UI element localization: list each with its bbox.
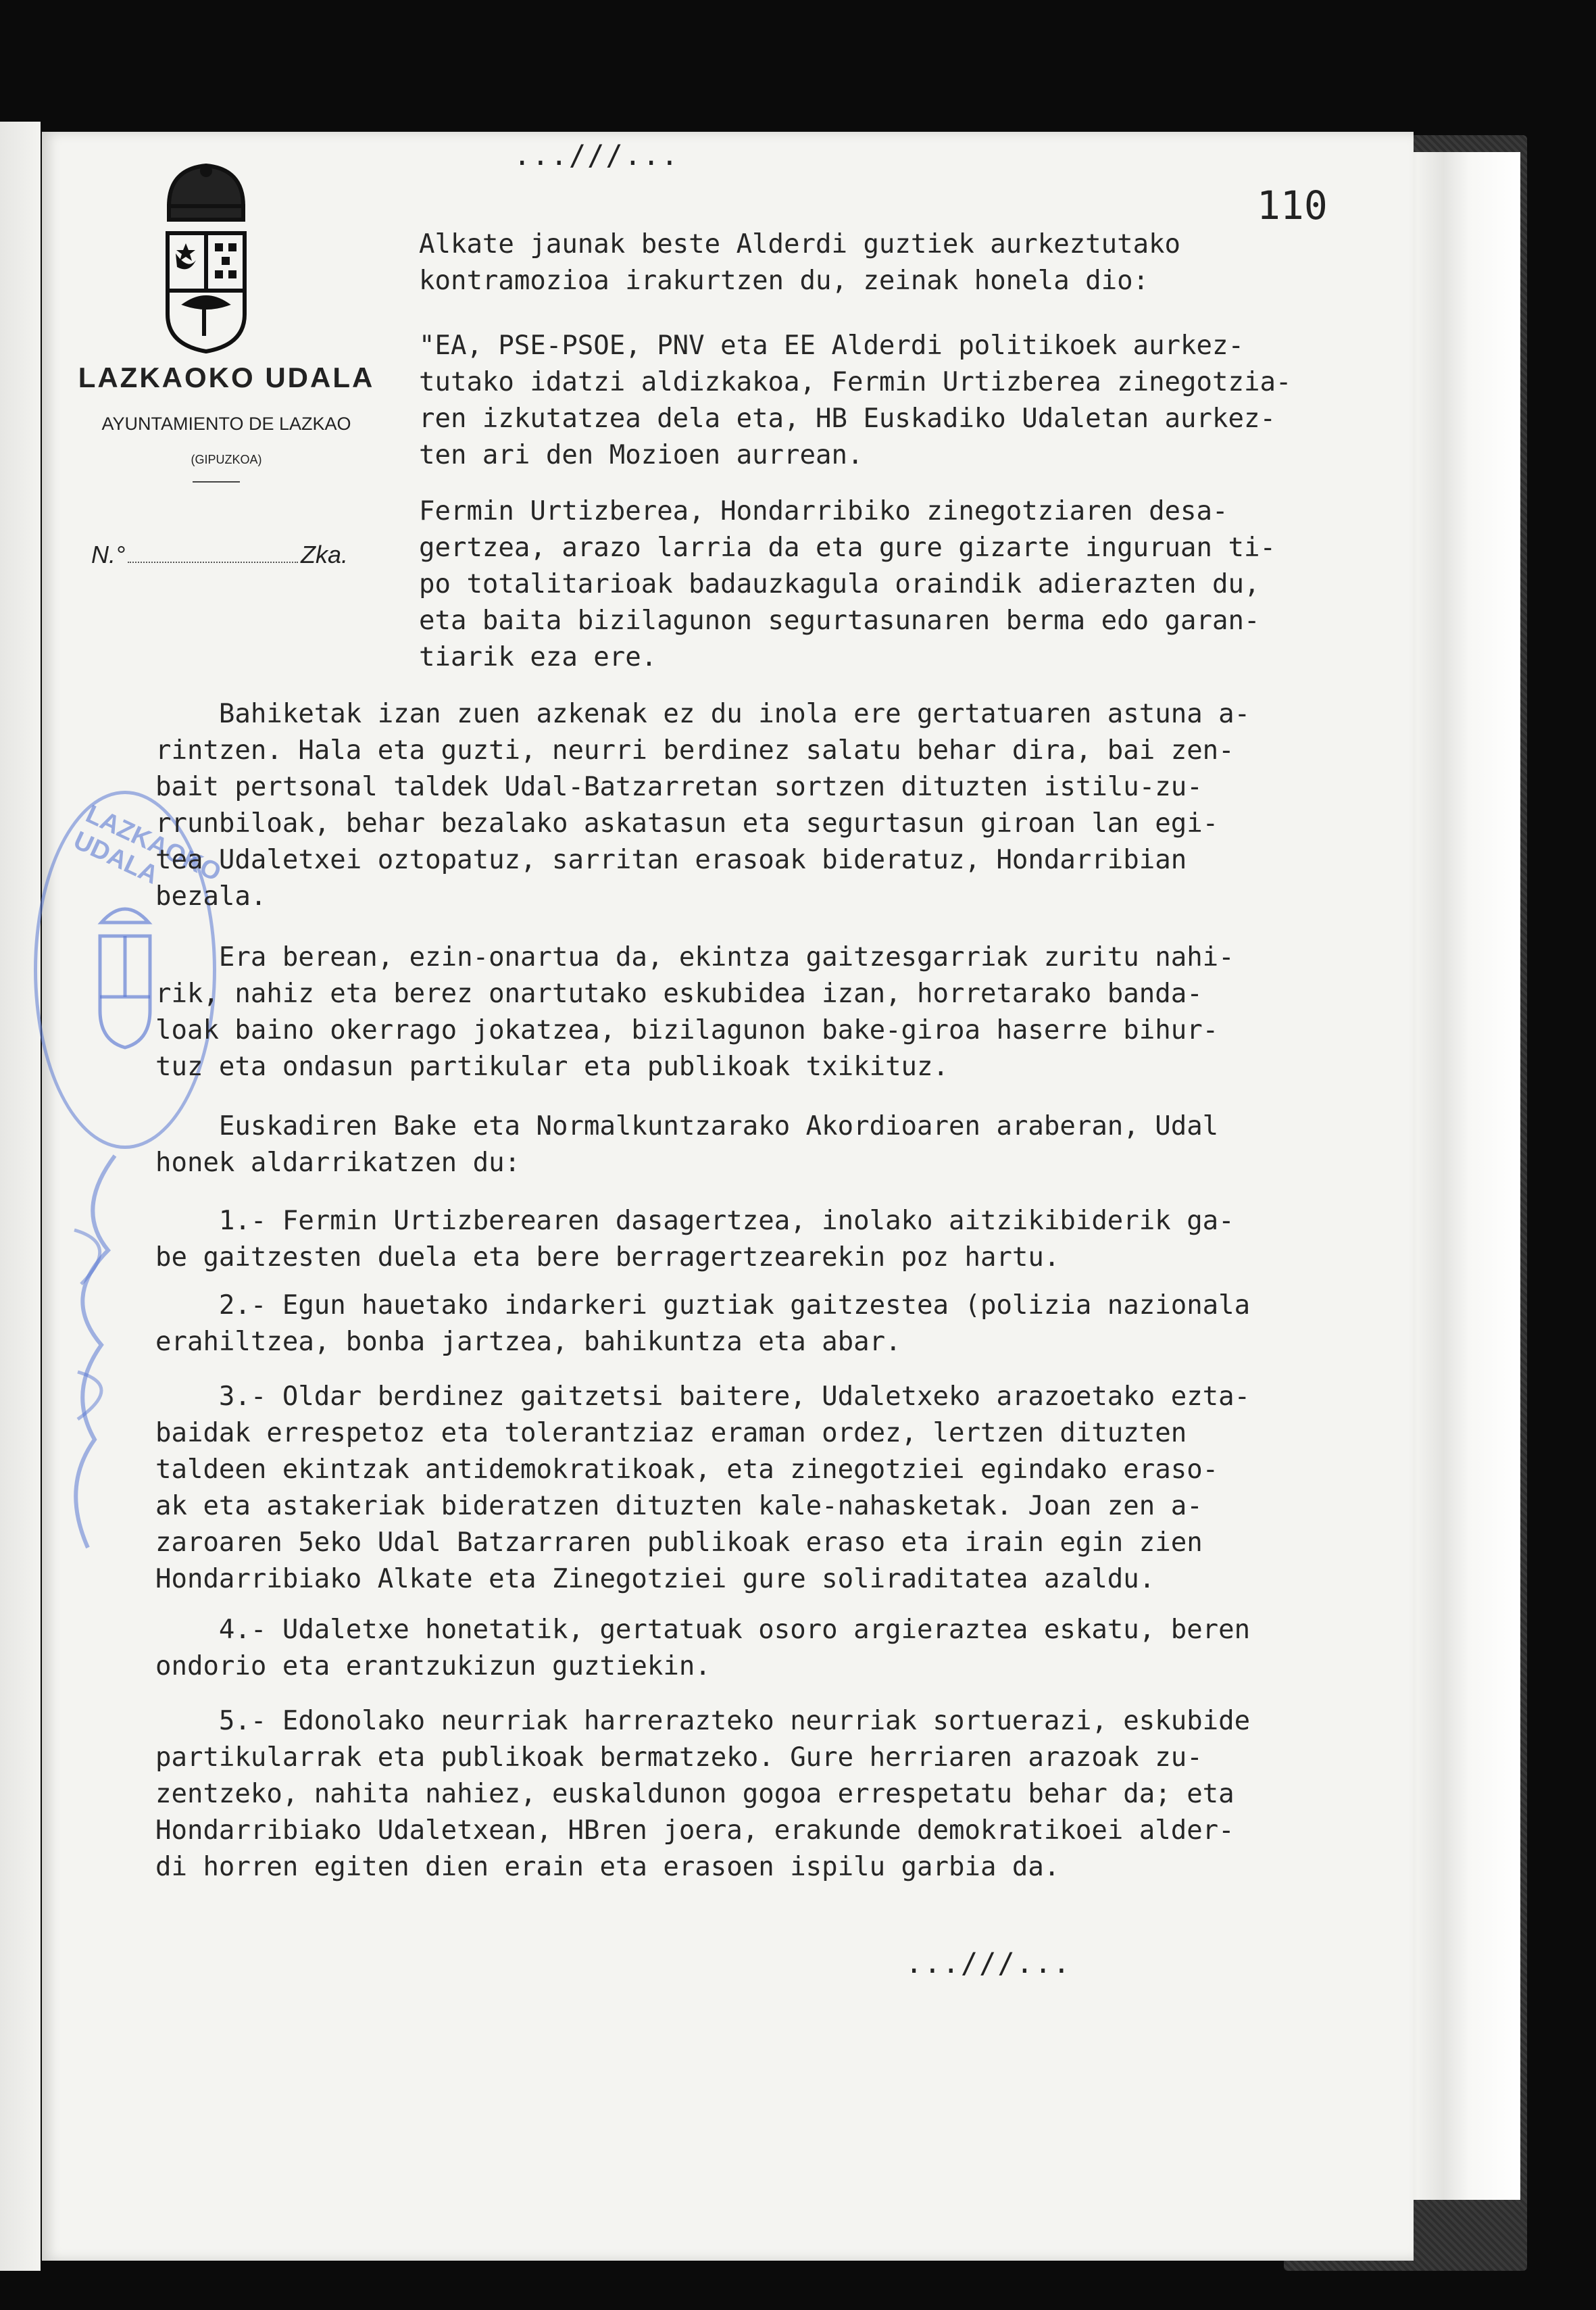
intro-paragraph: Alkate jaunak beste Alderdi guztiek aurkeztutako kontramozioa irakurtzen du, zeinak honela dio: [419, 229, 1181, 296]
letterhead-subtitle: AYUNTAMIENTO DE LAZKAO [101, 414, 351, 434]
reference-suffix: Zka. [300, 541, 348, 568]
letterhead-divider [193, 481, 240, 483]
body-paragraph-3: Euskadiren Bake eta Normalkuntzarako Akordioaren araberan, Udal honek aldarrikatzen du: [155, 1111, 1219, 1178]
coat-of-arms-icon [155, 159, 257, 355]
reference-dots [128, 562, 298, 563]
letterhead-title: LAZKAOKO UDALA [78, 362, 375, 393]
body-paragraph-2: Era berean, ezin-onartua da, ekintza gaitzesgarriak zuritu nahi- rik, nahiz eta berez onartutako eskubidea izan, horretarako banda- loak baino okerrago jokatzea, bizilagunon bake-giroa haserre bihur- tuz eta ondasun partikular eta publikoak txikituz. [155, 942, 1235, 1082]
body-paragraph-1: Bahiketak izan zuen azkenak ez du inola ere gertatuaren astuna a- rintzen. Hala eta guzti, neurri berdinez salatu behar dira, bai zen- bait pertsonal taldek Udal-Batzarretan sortzen dituzten istilu-zu- rrunbiloak, behar bezalako askatasun eta segurtasun giroan lan egi- tea Udaletxei oztopatuz, sarritan erasoak bideratuz, Hondarribian bezala. [155, 699, 1251, 912]
reference-prefix: N.° [91, 541, 126, 568]
quote-paragraph-1: "EA, PSE-PSOE, PNV eta EE Alderdi politikoek aurkez- tutako idatzi aldizkakoa, Fermin Urtizberea zinegotzia- ren izkutatzea dela eta, HB Euskadiko Udaletan aurkez- ten ari den Mozioen aurrean. [419, 330, 1292, 470]
separator-top: ...///... [514, 139, 680, 172]
left-page-edge [0, 122, 41, 2271]
reference-number-line [91, 541, 348, 569]
resolution-item-4: 4.- Udaletxe honetatik, gertatuak osoro argieraztea eskatu, beren ondorio eta erantzukizun guztiekin. [155, 1615, 1251, 1681]
letterhead-province: (GIPUZKOA) [191, 453, 262, 466]
page-number: 110 [1257, 182, 1328, 228]
resolution-item-1: 1.- Fermin Urtizberearen dasagertzea, inolako aitzikibiderik ga- be gaitzesten duela eta bere berragertzearekin poz hartu. [155, 1206, 1235, 1273]
resolution-item-2: 2.- Egun hauetako indarkeri guztiak gaitzestea (polizia nazionala erahiltzea, bonba jartzea, bahikuntza eta abar. [155, 1290, 1251, 1357]
quote-paragraph-2: Fermin Urtizberea, Hondarribiko zinegotziaren desa- gertzea, arazo larria da eta gure gizarte inguruan ti- po totalitarioak badauzkagula oraindik adierazten du, eta baita bizilagunon segurtasunaren berma edo garan- tiarik eza ere. [419, 496, 1276, 672]
separator-bottom: ...///... [905, 1946, 1072, 1980]
signature-scrawl [47, 1149, 142, 1554]
resolution-item-5: 5.- Edonolako neurriak harrerazteko neurriak sortuerazi, eskubide partikularrak eta publikoak bermatzeko. Gure herriaren arazoak zu- zentzeko, nahita nahiez, euskaldunon gogoa errespetatu behar da; eta Hondarribiako Udaletxean, HBren joera, erakunde demokratikoei alder- di horren egiten dien erain eta erasoen ispilu garbia da. [155, 1706, 1251, 1882]
stamp-shield-icon [95, 895, 155, 1051]
resolution-item-3: 3.- Oldar berdinez gaitzetsi baitere, Udaletxeko arazoetako ezta- baidak errespetoz eta tolerantziaz eraman ordez, lertzen dituzten taldeen ekintzak antidemokratikoak, eta zinegotziei egindako eraso- ak eta astakeriak bideratzen dituzten kale-nahasketak. Joan zen a- zaroaren 5eko Udal Batzarraren publikoak eraso eta irain egin zien Hondarribiako Alkate eta Zinegotziei gure soliraditatea azaldu. [155, 1381, 1251, 1594]
stamp-text: LAZKAOKO UDALA [69, 800, 226, 890]
